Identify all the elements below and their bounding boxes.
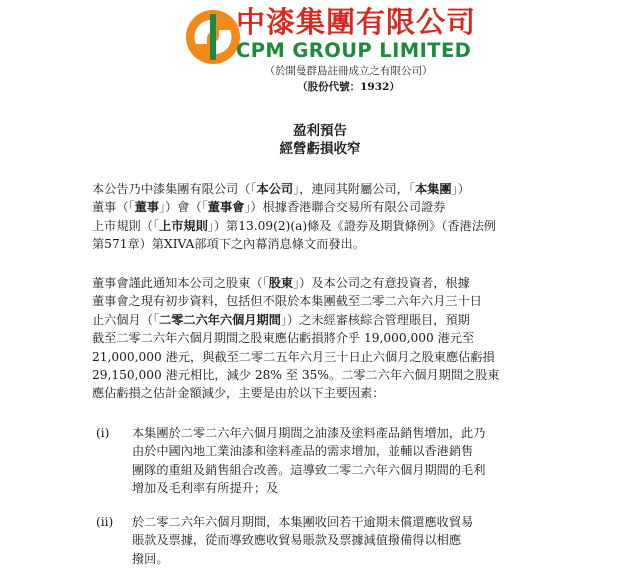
paragraph-line: 止六個月（「二零二六年六個月期間」）之未經審核綜合管理賬目，預期	[92, 312, 470, 327]
announcement-subtitle: 經營虧損收窄	[279, 141, 361, 157]
item-line: 賬款及票據，從而導致應收貿易賬款及票據減值撥備得以相應	[132, 533, 462, 548]
item-number: (ii)	[96, 515, 114, 529]
stock-code: （股份代號：1932）	[297, 81, 400, 93]
announcement-header	[0, 0, 640, 100]
incorporation-note: （於開曼群島註冊成立之有限公司）	[264, 65, 433, 77]
paragraph-line: 董事（「董事」）會（「董事會」）根據香港聯合交易所有限公司證券	[92, 200, 446, 215]
paragraph-line: 董事會謹此通知本公司之股東（「股東」）及本公司之有意投資者，根據	[92, 276, 470, 290]
item-line: 撥回。	[132, 551, 169, 566]
item-text	[132, 424, 485, 498]
item-number: (i)	[96, 426, 110, 440]
paragraph-line: 上市規則（「上市規則」）第13.09(2)(a)條及《證券及期貨條例》（香港法例	[92, 218, 497, 233]
paragraph-line: 29,150,000 港元相比，減少 28% 至 35%。二零二六年六個月期間之股東	[92, 367, 500, 382]
paragraph-line: 21,000,000 港元，與截至二零二五年六月三十日止六個月之股東應佔虧損	[92, 349, 495, 364]
paragraph-line: 應佔虧損之估計金額減少，主要是由於以下主要因素：	[92, 386, 385, 401]
item-line: 由於中國內地工業油漆和塗料產品的需求增加，並輔以香港銷售	[132, 444, 474, 459]
paragraph-line: 截至二零二六年六個月期間之股東應佔虧損將介乎 19,000,000 港元至	[92, 331, 475, 346]
item-line: 本集團於二零二六年六個月期間之油漆及塗料產品銷售增加，此乃	[132, 426, 486, 440]
item-text	[132, 513, 473, 568]
paragraph-line: 董事會之現有初步資料，包括但不限於本集團截至二零二六年六月三十日	[92, 294, 482, 309]
announcement-title: 盈利預告	[293, 123, 347, 139]
item-line: 增加及毛利率有所提升；及	[132, 481, 279, 496]
item-line: 於二零二六年六個月期間，本集團收回若干逾期未償還應收貿易	[132, 515, 474, 529]
company-name-english: CPM GROUP LIMITED	[236, 39, 472, 62]
cpm-logo-icon	[182, 6, 244, 68]
company-name-chinese: 中漆集團有限公司	[236, 5, 477, 39]
item-line: 團隊的重組及銷售組合改善。這導致二零二六年六個月期間的毛利	[132, 462, 486, 477]
paragraph-line: 第571章）第XIVA部項下之內幕消息條文而發出。	[92, 237, 365, 252]
intro-paragraph	[92, 180, 548, 254]
profit-warning-paragraph	[92, 274, 548, 403]
paragraph-line: 本公告乃中漆集團有限公司（「本公司」，連同其附屬公司，「本集團」）	[92, 182, 470, 196]
